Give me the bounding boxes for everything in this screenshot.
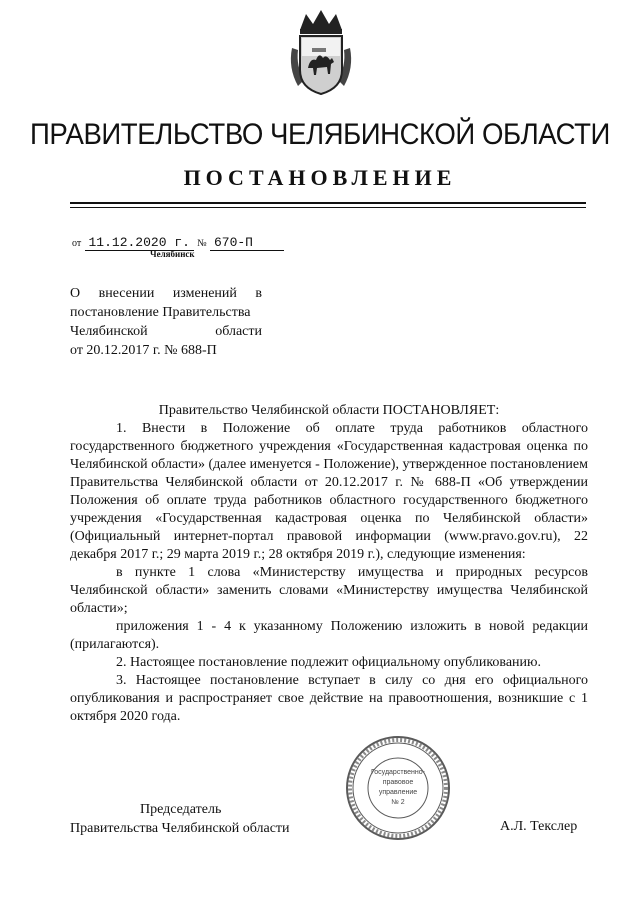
body-intro: Правительство Челябинской области ПОСТАНОВЛЯЕТ: — [158, 403, 500, 418]
signatory-title-line: Председатель — [140, 802, 222, 817]
from-label: от — [72, 238, 82, 249]
body-paragraph-2: 2. Настоящее постановление подлежит официальному опубликованию. — [116, 655, 541, 670]
stamp-inner-text: № 2 — [391, 799, 405, 806]
signatory-title — [70, 800, 290, 838]
coat-of-arms-emblem — [286, 8, 356, 96]
subject-line: постановление Правительства — [70, 305, 251, 320]
decree-subject — [70, 284, 262, 360]
decree-date: 11.12.2020 г. — [85, 235, 194, 251]
stamp-inner-text: Государственно- — [370, 769, 426, 776]
government-title: ПРАВИТЕЛЬСТВО ЧЕЛЯБИНСКОЙ ОБЛАСТИ — [30, 118, 610, 151]
document-type-title: ПОСТАНОВЛЕНИЕ — [183, 165, 457, 190]
subject-line: Челябинской области — [70, 324, 262, 339]
signatory-name: А.Л. Текслер — [500, 819, 578, 834]
header-rule-thick — [70, 202, 586, 204]
body-paragraph-1a: в пункте 1 слова «Министерству имущества и природных ресурсов Челябинской области» заменить словами «Министерству имущества Челябинской области»; — [70, 565, 588, 616]
body-paragraph-3: 3. Настоящее постановление вступает в силу со дня его официального опубликования и распространяет свое действие на правоотношения, возникшие с 1 октября 2020 года. — [70, 673, 588, 724]
stamp-inner-text: управление — [378, 789, 418, 796]
decree-number: 670-П — [210, 235, 284, 251]
stamp-inner-text: правовое — [382, 779, 414, 786]
official-stamp — [344, 734, 452, 842]
signatory-title-line: Правительства Челябинской области — [70, 821, 290, 836]
number-label: № — [197, 238, 207, 249]
body-paragraph-1b: приложения 1 - 4 к указанному Положению изложить в новой редакции (прилагаются). — [70, 619, 588, 652]
subject-line: от 20.12.2017 г. № 688-П — [70, 343, 217, 358]
body-paragraph-1: 1. Внести в Положение об оплате труда работников областного государственного бюджетного учреждения «Государственная кадастровая оценка по Челябинской области» (далее именуется - Положение), утвержденное постановлением Правительства Челябинской области от 20.12.2017 г. № 688-П «Об утверждении Положения об оплате труда работников областного государственного бюджетного учреждения «Государственная кадастровая оценка по Челябинской области» (Официальный интернет-портал правовой информации (www.pravo.gov.ru), 22 декабря 2017 г.; 29 марта 2019 г.; 28 октября 2019 г.), следующие изменения: — [70, 421, 588, 562]
subject-line: О внесении изменений в — [70, 286, 262, 301]
header-rule-thin — [70, 207, 586, 208]
decree-body — [70, 402, 588, 726]
city-label: Челябинск — [150, 249, 195, 259]
